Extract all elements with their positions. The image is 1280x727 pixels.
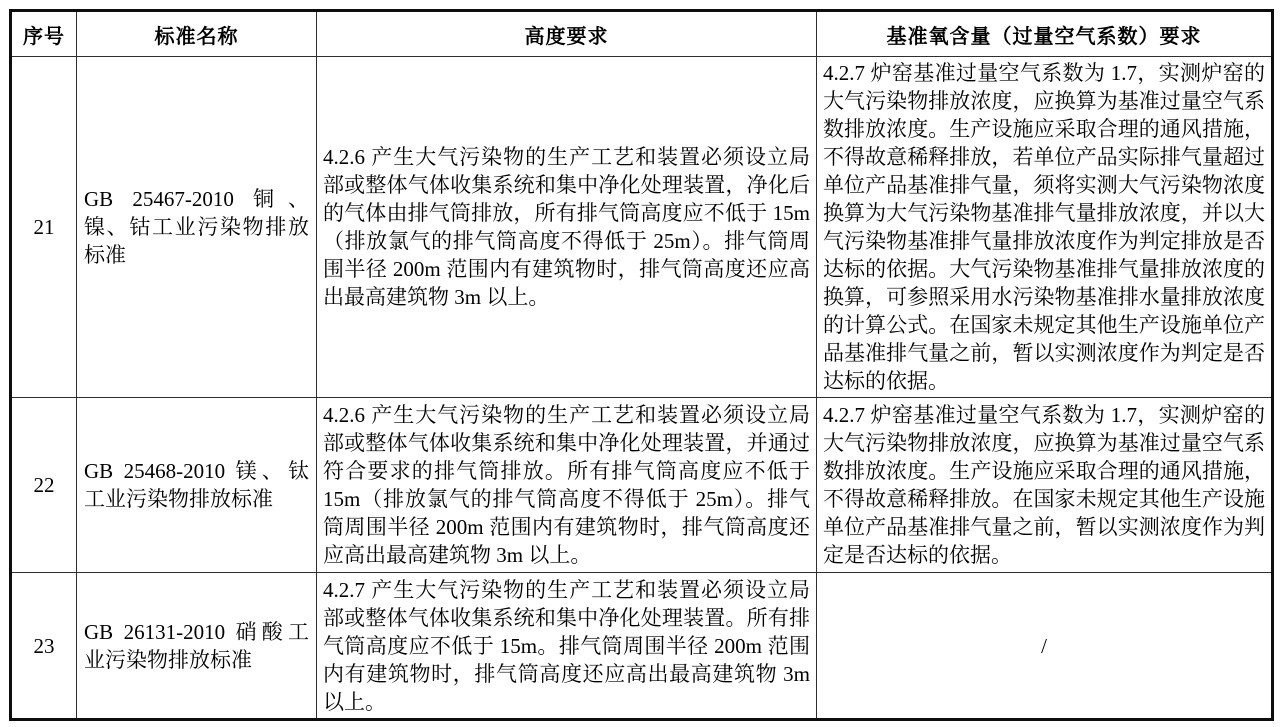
table-header-row — [11, 11, 1273, 57]
standards-table — [9, 9, 1274, 721]
height-requirement-text: 4.2.6 产生大气污染物的生产工艺和装置必须设立局部或整体气体收集系统和集中净化处理装置，并通过符合要求的排气筒排放。所有排气筒高度应不低于 15m（排放氯气的排气筒高度不得低于 25m）。排气筒周围半径 200m 范围内有建筑物时，排气筒高度还应高出最高建筑物 3m 以上。 — [317, 398, 817, 573]
height-requirement-text: 4.2.6 产生大气污染物的生产工艺和装置必须设立局部或整体气体收集系统和集中净化处理装置，净化后的气体由排气筒排放，所有排气筒高度应不低于 15m（排放氯气的排气筒高度不得低于 25m）。排气筒周围半径 200m 范围内有建筑物时，排气筒高度还应高出最高建筑物 3m 以上。 — [317, 57, 817, 398]
header-serial-number: 序号 — [11, 11, 77, 57]
table-row — [11, 398, 1273, 573]
header-oxygen-requirement: 基准氧含量（过量空气系数）要求 — [817, 11, 1273, 57]
oxygen-requirement-empty: / — [817, 573, 1273, 720]
oxygen-requirement-text: 4.2.7 炉窑基准过量空气系数为 1.7，实测炉窑的大气污染物排放浓度，应换算为基准过量空气系数排放浓度。生产设施应采取合理的通风措施，不得故意稀释排放。在国家未规定其他生产设施单位产品基准排气量之前，暂以实测浓度作为判定是否达标的依据。 — [817, 398, 1273, 573]
table-row — [11, 57, 1273, 398]
header-standard-name: 标准名称 — [77, 11, 317, 57]
standard-name: GB 25467-2010 铜、镍、钴工业污染物排放标准 — [77, 57, 317, 398]
row-serial-number: 22 — [11, 398, 77, 573]
header-height-requirement: 高度要求 — [317, 11, 817, 57]
oxygen-requirement-text: 4.2.7 炉窑基准过量空气系数为 1.7，实测炉窑的大气污染物排放浓度，应换算为基准过量空气系数排放浓度。生产设施应采取合理的通风措施，不得故意稀释排放，若单位产品实际排气量超过单位产品基准排气量，须将实测大气污染物浓度换算为大气污染物基准排气量排放浓度，并以大气污染物基准排气量排放浓度作为判定排放是否达标的依据。大气污染物基准排气量排放浓度的换算，可参照采用水污染物基准排水量排放浓度的计算公式。在国家未规定其他生产设施单位产品基准排气量之前，暂以实测浓度作为判定是否达标的依据。 — [817, 57, 1273, 398]
standard-name: GB 25468-2010 镁、钛工业污染物排放标准 — [77, 398, 317, 573]
table-row — [11, 573, 1273, 720]
standard-name: GB 26131-2010 硝酸工业污染物排放标准 — [77, 573, 317, 720]
height-requirement-text: 4.2.7 产生大气污染物的生产工艺和装置必须设立局部或整体气体收集系统和集中净化处理装置。所有排气筒高度应不低于 15m。排气筒周围半径 200m 范围内有建筑物时，排气筒高度还应高出最高建筑物 3m 以上。 — [317, 573, 817, 720]
row-serial-number: 23 — [11, 573, 77, 720]
row-serial-number: 21 — [11, 57, 77, 398]
